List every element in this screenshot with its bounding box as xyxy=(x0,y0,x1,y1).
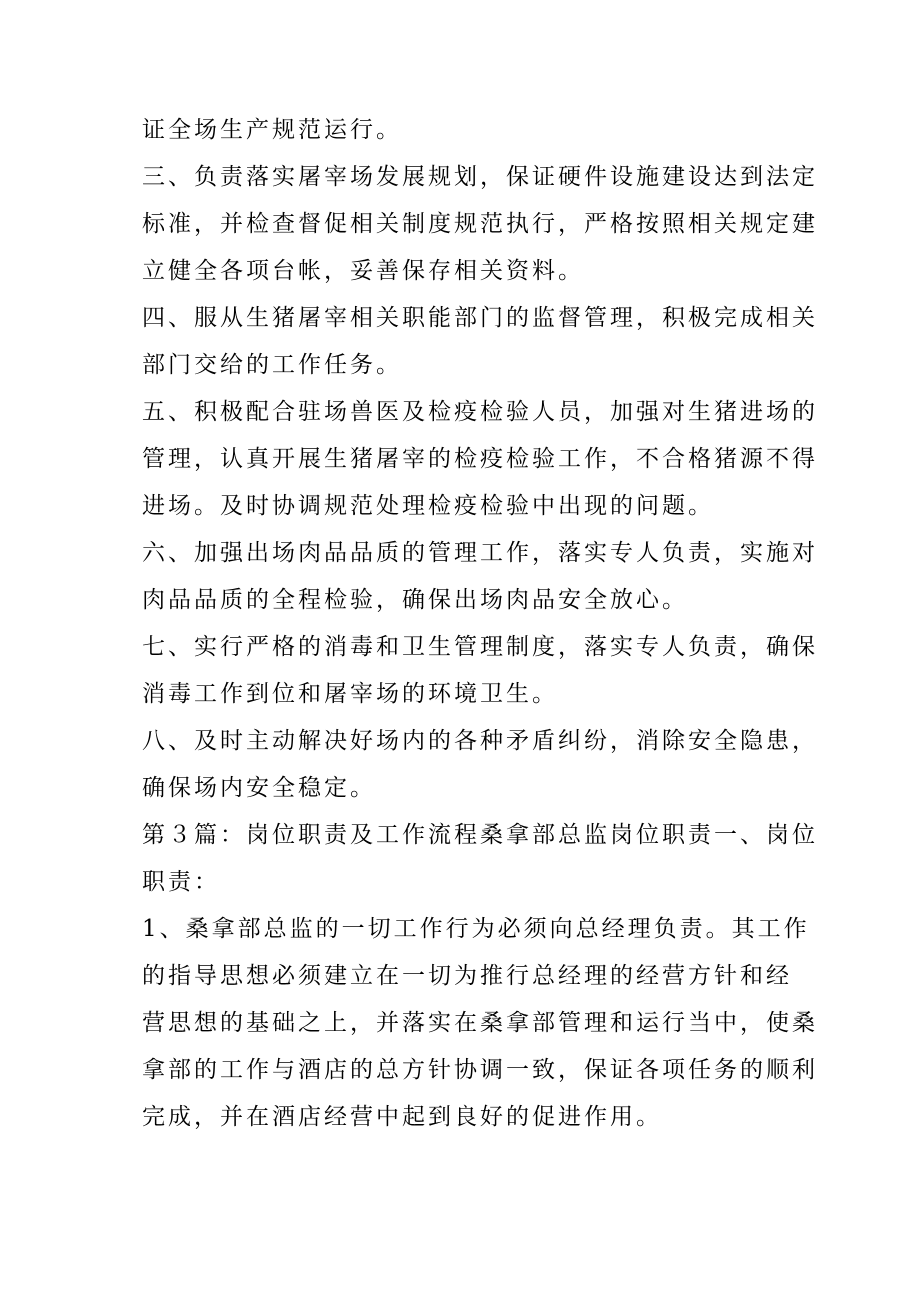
text-line: 管理，认真开展生猪屠宰的检疫检验工作，不合格猪源不得 xyxy=(142,446,818,472)
text-line: 三、负责落实屠宰场发展规划，保证硬件设施建设达到法定 xyxy=(142,164,818,190)
text-line: 七、实行严格的消毒和卫生管理制度，落实专人负责，确保 xyxy=(142,634,818,660)
text-line: 1、桑拿部总监的一切工作行为必须向总经理负责。其工作 xyxy=(142,916,810,942)
text-line: 职责： xyxy=(142,869,220,895)
text-line: 进场。及时协调规范处理检疫检验中出现的问题。 xyxy=(142,493,714,519)
text-line: 营思想的基础之上，并落实在桑拿部管理和运行当中，使桑 xyxy=(142,1010,818,1036)
text-line: 完成，并在酒店经营中起到良好的促进作用。 xyxy=(142,1104,662,1130)
text-line: 的指导思想必须建立在一切为推行总经理的经营方针和经 xyxy=(142,963,792,989)
text-line: 消毒工作到位和屠宰场的环境卫生。 xyxy=(142,681,558,707)
text-line: 五、积极配合驻场兽医及检疫检验人员，加强对生猪进场的 xyxy=(142,399,818,425)
text-line: 证全场生产规范运行。 xyxy=(142,117,402,143)
text-line: 八、及时主动解决好场内的各种矛盾纠纷，消除安全隐患， xyxy=(142,728,818,754)
text-line: 肉品品质的全程检验，确保出场肉品安全放心。 xyxy=(142,587,688,613)
text-line: 六、加强出场肉品品质的管理工作，落实专人负责，实施对 xyxy=(142,540,818,566)
text-line: 立健全各项台帐，妥善保存相关资料。 xyxy=(142,258,584,284)
text-line: 拿部的工作与酒店的总方针协调一致，保证各项任务的顺利 xyxy=(142,1057,818,1083)
document-body xyxy=(142,107,818,1141)
text-line: 部门交给的工作任务。 xyxy=(142,352,402,378)
text-line: 四、服从生猪屠宰相关职能部门的监督管理，积极完成相关 xyxy=(142,305,818,331)
text-line: 第３篇：岗位职责及工作流程桑拿部总监岗位职责一、岗位 xyxy=(142,822,818,848)
text-line: 标准，并检查督促相关制度规范执行，严格按照相关规定建 xyxy=(142,211,818,237)
text-line: 确保场内安全稳定。 xyxy=(142,775,376,801)
